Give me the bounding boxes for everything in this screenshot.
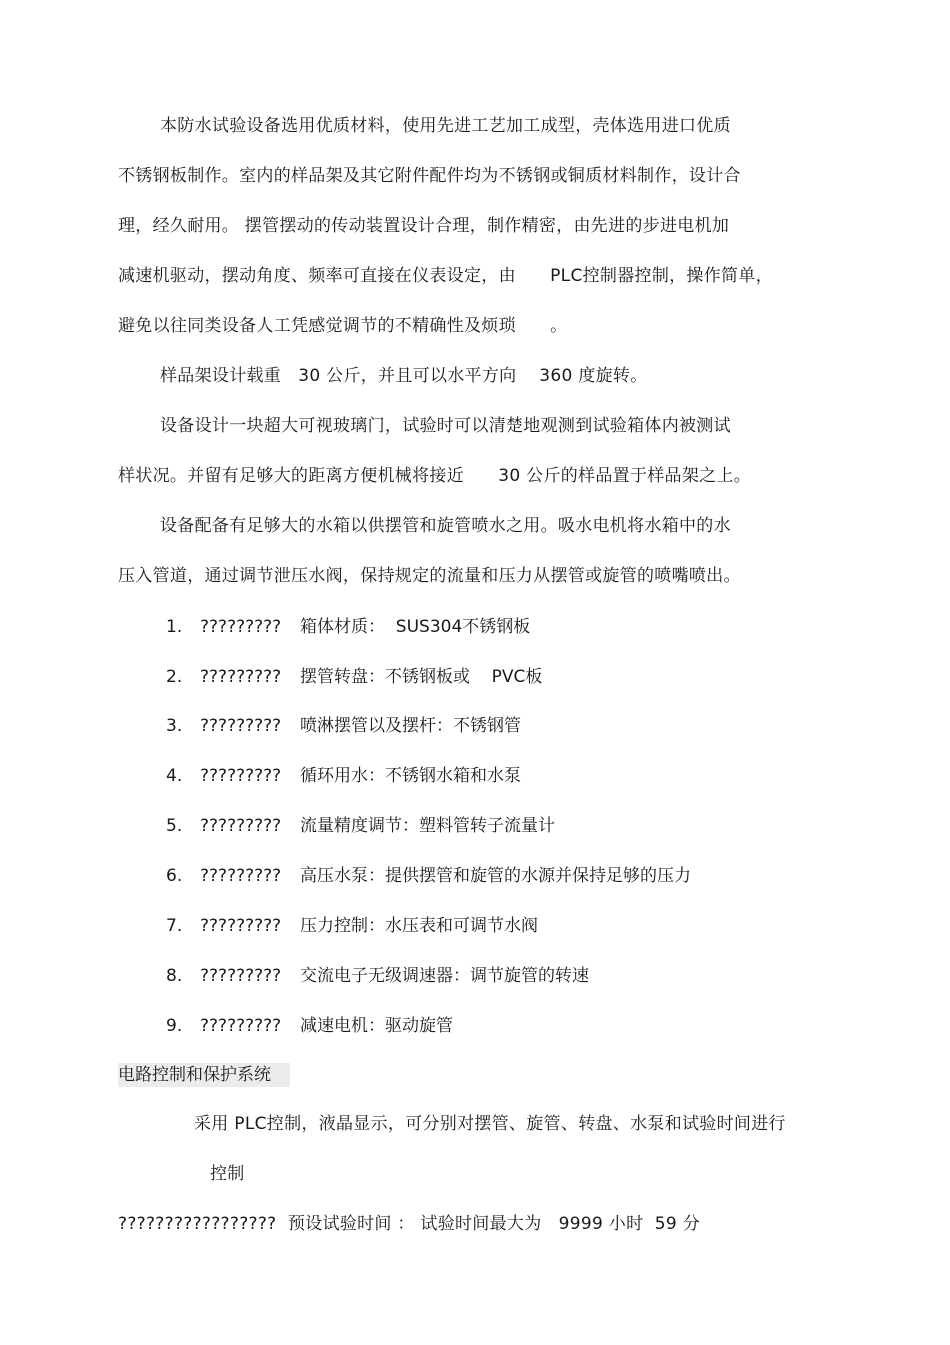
list-item-text: 减速电机：驱动旋管	[300, 1016, 453, 1036]
section-body-line-1: 采用 PLC控制，液晶显示，可分别对摆管、旋管、转盘、水泵和试验时间进行	[194, 1114, 786, 1134]
list-item-number: 7.	[166, 916, 183, 936]
list-item	[166, 764, 521, 788]
list-item-text: 高压水泵：提供摆管和旋管的水源并保持足够的压力	[300, 866, 691, 886]
paragraph-1-line-3: 理，经久耐用。 摆管摆动的传动装置设计合理，制作精密，由先进的步进电机加	[118, 216, 730, 236]
list-item	[166, 615, 530, 639]
list-item	[166, 914, 538, 938]
list-item-text: 喷淋摆管以及摆杆：不锈钢管	[300, 716, 521, 736]
paragraph-4-line-2: 压入管道，通过调节泄压水阀，保持规定的流量和压力从摆管或旋管的喷嘴喷出。	[118, 566, 741, 586]
list-item-text: 循环用水：不锈钢水箱和水泵	[300, 766, 521, 786]
paragraph-1-line-5: 避免以往同类设备人工凭感觉调节的不精确性及烦琐 。	[118, 316, 568, 336]
list-item-text: 交流电子无级调速器：调节旋管的转速	[300, 966, 589, 986]
section-heading: 电路控制和保护系统	[118, 1063, 290, 1087]
list-item-marker: ?????????	[200, 766, 282, 786]
list-item	[166, 1014, 453, 1038]
list-item	[166, 864, 691, 888]
list-item-number: 5.	[166, 816, 183, 836]
list-item-marker: ?????????	[200, 716, 282, 736]
list-item	[166, 814, 555, 838]
list-item-number: 8.	[166, 966, 183, 986]
paragraph-1-line-2: 不锈钢板制作。室内的样品架及其它附件配件均为不锈钢或铜质材料制作，设计合	[118, 166, 741, 186]
list-item-number: 4.	[166, 766, 183, 786]
paragraph-4-line-1: 设备配备有足够大的水箱以供摆管和旋管喷水之用。吸水电机将水箱中的水	[160, 516, 731, 536]
paragraph-2-line-1: 样品架设计载重 30 公斤，并且可以水平方向 360 度旋转。	[160, 366, 648, 386]
list-item	[166, 714, 521, 738]
list-item	[166, 964, 589, 988]
paragraph-1-line-1: 本防水试验设备选用优质材料，使用先进工艺加工成型，壳体选用进口优质	[160, 116, 731, 136]
list-item-marker: ?????????	[200, 866, 282, 886]
list-item-marker: ?????????	[200, 816, 282, 836]
list-item-number: 2.	[166, 667, 183, 687]
list-item-marker: ?????????	[200, 667, 282, 687]
list-item-marker: ?????????	[200, 617, 282, 637]
list-item-marker: ?????????	[200, 1016, 282, 1036]
list-item-number: 6.	[166, 866, 183, 886]
list-item-text: 流量精度调节：塑料管转子流量计	[300, 816, 555, 836]
preset-time-line: ????????????????? 预设试验时间 ： 试验时间最大为 9999 小时 59 分	[118, 1214, 701, 1234]
list-item-text: 压力控制：水压表和可调节水阀	[300, 916, 538, 936]
list-item-number: 1.	[166, 617, 183, 637]
list-item-number: 3.	[166, 716, 183, 736]
list-item	[166, 665, 542, 689]
list-item-number: 9.	[166, 1016, 183, 1036]
paragraph-3-line-1: 设备设计一块超大可视玻璃门，试验时可以清楚地观测到试验箱体内被测试	[160, 416, 731, 436]
list-item-marker: ?????????	[200, 966, 282, 986]
list-item-text: 箱体材质： SUS304不锈钢板	[300, 617, 531, 637]
section-body-line-2: 控制	[210, 1164, 245, 1184]
list-item-text: 摆管转盘：不锈钢板或 PVC板	[300, 667, 543, 687]
paragraph-3-line-2: 样状况。并留有足够大的距离方便机械将接近 30 公斤的样品置于样品架之上。	[118, 466, 752, 486]
paragraph-1-line-4: 减速机驱动，摆动角度、频率可直接在仪表设定，由 PLC控制器控制，操作简单，	[118, 266, 773, 286]
list-item-marker: ?????????	[200, 916, 282, 936]
